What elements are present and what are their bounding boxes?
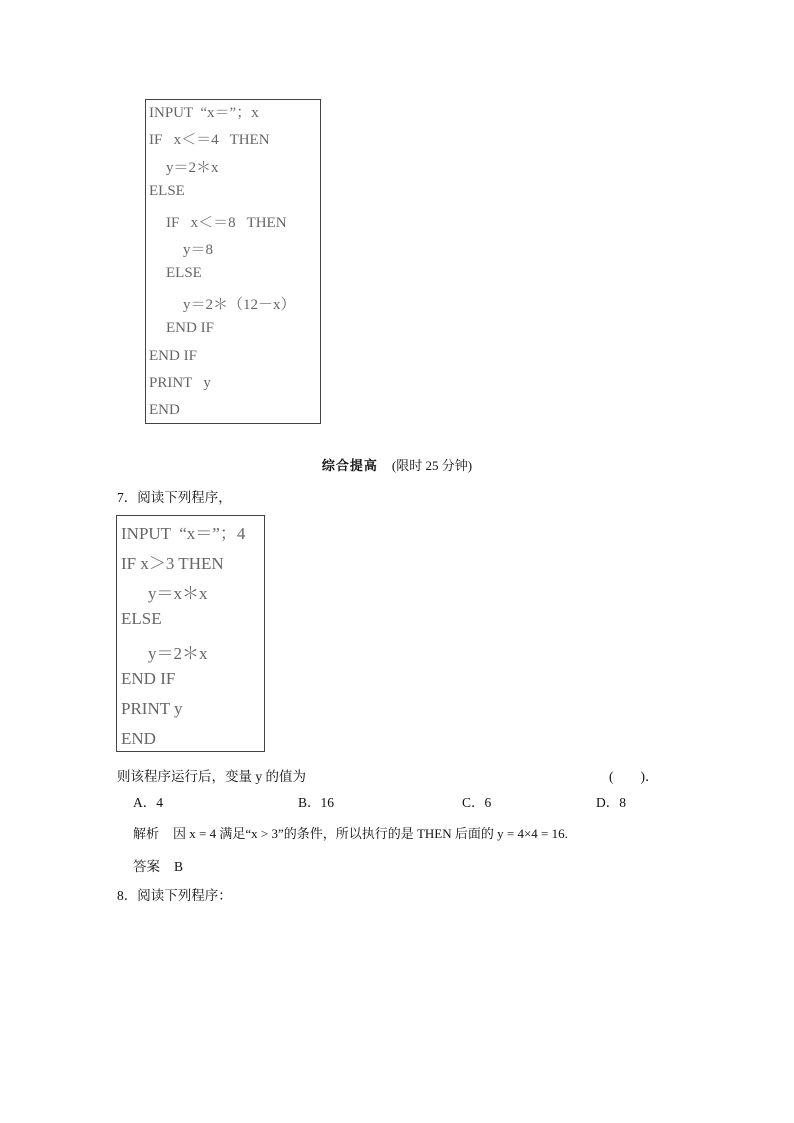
- code-line: INPUT “x＝”；4: [121, 524, 246, 543]
- code-line: y＝x＊x: [148, 584, 208, 603]
- code-line: y＝2＊（12－x）: [183, 296, 296, 313]
- code-line: y＝2＊x: [166, 159, 219, 176]
- section-title: [0, 455, 794, 474]
- analysis-text: 因 x = 4 满足“x > 3”的条件，所以执行的是 THEN 后面的 y = 4×4 = 16.: [173, 826, 568, 841]
- section-heading: 综合提高: [321, 458, 378, 473]
- code-line: IF x＞3 THEN: [121, 554, 224, 573]
- code-line: END IF: [121, 669, 176, 688]
- program-box-2: [116, 515, 265, 752]
- question-7-stem: 则该程序运行后，变量 y 的值为: [117, 769, 306, 784]
- code-line: ELSE: [121, 609, 162, 628]
- analysis-label: 解析: [133, 826, 160, 841]
- option-a: A．4: [133, 795, 163, 810]
- program-box-1: [145, 99, 321, 424]
- code-line: y＝2＊x: [148, 644, 208, 663]
- code-line: END: [121, 729, 156, 748]
- option-b: B．16: [298, 795, 335, 810]
- code-line: ELSE: [166, 265, 202, 282]
- code-line: IF x＜＝8 THEN: [166, 214, 287, 231]
- option-d: D．8: [596, 795, 626, 810]
- code-line: END IF: [166, 320, 214, 337]
- answer-value: B: [174, 859, 184, 874]
- question-8-prompt: 8．阅读下列程序：: [117, 888, 232, 903]
- question-7-prompt: 7．阅读下列程序，: [117, 490, 232, 505]
- code-line: END: [149, 402, 180, 419]
- code-line: END IF: [149, 347, 197, 364]
- code-line: IF x＜＝4 THEN: [149, 132, 270, 149]
- option-c: C．6: [462, 795, 492, 810]
- question-7-answer-blank: ( )．: [609, 769, 659, 784]
- code-line: ELSE: [149, 183, 185, 200]
- code-line: PRINT y: [121, 699, 183, 718]
- code-line: y＝8: [183, 242, 214, 258]
- section-time-note: (限时 25 分钟): [391, 458, 473, 473]
- answer-label: 答案: [133, 859, 160, 874]
- answer-row: [133, 855, 183, 875]
- code-line: PRINT y: [149, 375, 211, 391]
- code-line: INPUT “x＝”；x: [149, 105, 259, 121]
- analysis-row: [133, 823, 568, 842]
